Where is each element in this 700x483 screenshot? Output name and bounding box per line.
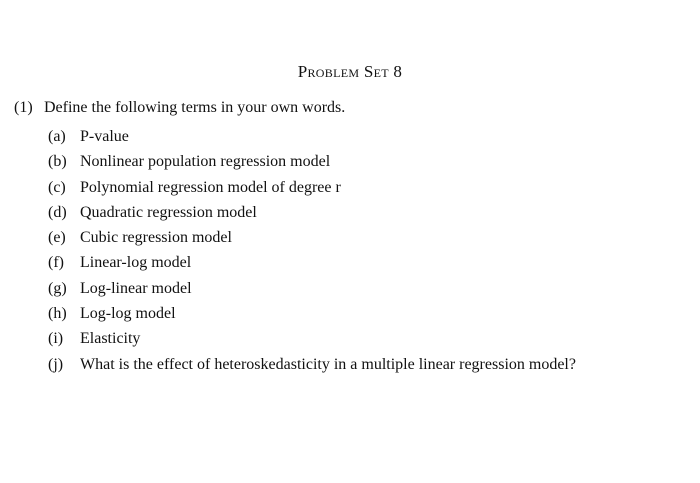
item-label: (e) <box>48 229 66 247</box>
item-text: Polynomial regression model of degree r <box>80 178 341 196</box>
item-text: What is the effect of heteroskedasticity in a multiple linear regression model? <box>80 355 576 373</box>
list-item <box>48 250 576 275</box>
question-number: (1) <box>14 99 33 116</box>
list-item <box>48 149 576 174</box>
page-title: Problem Set 8 <box>297 62 403 81</box>
list-item <box>48 301 576 326</box>
item-label: (g) <box>48 279 67 297</box>
item-text: Cubic regression model <box>80 229 232 247</box>
list-item <box>48 225 576 250</box>
item-text: Log-linear model <box>80 279 192 297</box>
item-text: Log-log model <box>80 305 176 323</box>
list-item <box>48 276 576 301</box>
list-item <box>48 124 576 149</box>
list-item <box>48 352 576 377</box>
item-label: (d) <box>48 203 67 221</box>
question-1 <box>14 99 345 117</box>
item-label: (f) <box>48 254 64 272</box>
item-text: P-value <box>80 128 129 145</box>
item-text: Linear-log model <box>80 254 192 272</box>
item-label: (i) <box>48 330 64 348</box>
item-label: (b) <box>48 153 67 171</box>
item-label: (h) <box>48 305 67 323</box>
item-text: Elasticity <box>80 330 141 348</box>
list-item <box>48 200 576 225</box>
list-item <box>48 175 576 200</box>
item-label: (c) <box>48 178 66 196</box>
item-label: (j) <box>48 355 64 373</box>
term-list <box>48 124 576 377</box>
item-text: Nonlinear population regression model <box>80 153 331 171</box>
question-text: Define the following terms in your own words. <box>44 99 346 116</box>
item-text: Quadratic regression model <box>80 203 257 221</box>
item-label: (a) <box>48 128 66 145</box>
list-item <box>48 326 576 351</box>
